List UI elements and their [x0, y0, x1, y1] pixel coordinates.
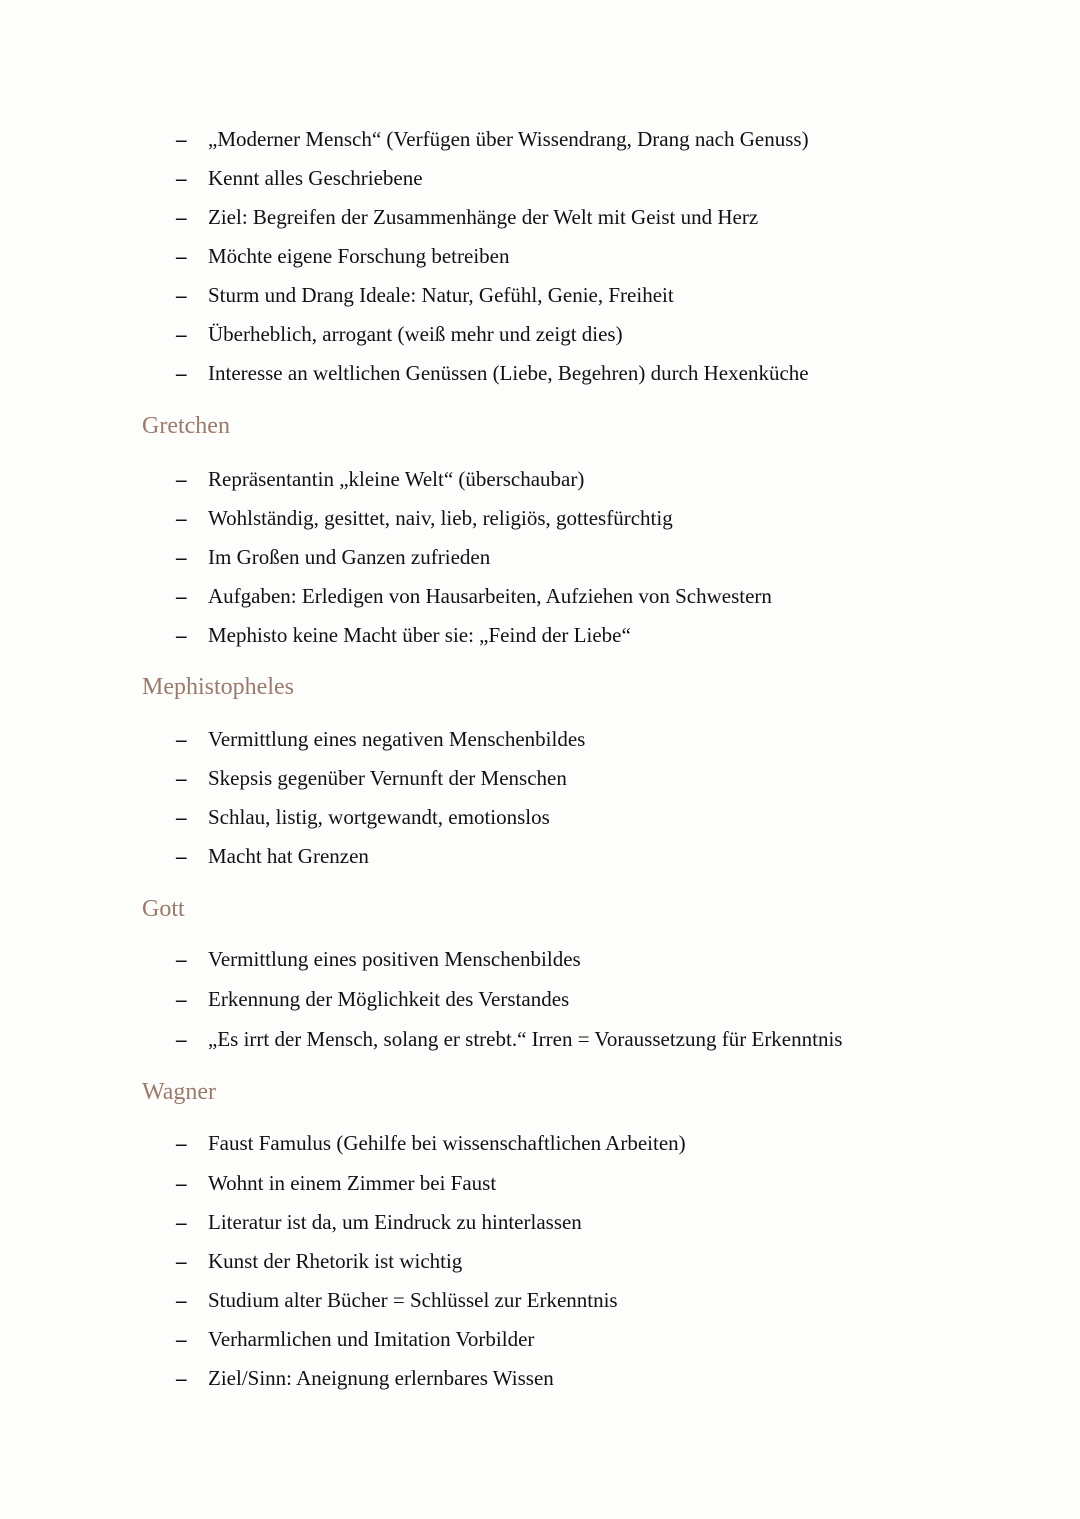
bullet-dash: – [176, 127, 187, 151]
gott-list-item [176, 944, 581, 974]
list-item-text: Repräsentantin „kleine Welt“ (überschaubar) [208, 467, 585, 491]
section-heading-gott: Gott [142, 896, 185, 922]
bullet-dash: – [176, 1288, 187, 1312]
bullet-dash: – [176, 322, 187, 346]
faust-list-item [176, 280, 674, 310]
bullet-dash: – [176, 623, 187, 647]
wagner-list-item [176, 1324, 534, 1354]
bullet-dash: – [176, 947, 187, 971]
faust-list-item [176, 163, 423, 193]
faust-list-item [176, 241, 510, 271]
list-item-text: Überheblich, arrogant (weiß mehr und zeigt dies) [208, 322, 623, 346]
list-item-text: „Es irrt der Mensch, solang er strebt.“ Irren = Voraussetzung für Erkenntnis [208, 1027, 843, 1051]
gretchen-list-item [176, 542, 490, 572]
bullet-dash: – [176, 166, 187, 190]
list-item-text: Schlau, listig, wortgewandt, emotionslos [208, 805, 550, 829]
list-item-text: Verharmlichen und Imitation Vorbilder [208, 1327, 535, 1351]
gretchen-list-item [176, 581, 772, 611]
faust-list-item [176, 202, 758, 232]
section-heading-wagner: Wagner [142, 1079, 217, 1105]
wagner-list-item [176, 1128, 686, 1158]
gott-list-item [176, 1024, 842, 1054]
bullet-dash: – [176, 1249, 187, 1273]
list-item-text: Ziel/Sinn: Aneignung erlernbares Wissen [208, 1366, 554, 1390]
list-item-text: Wohnt in einem Zimmer bei Faust [208, 1171, 497, 1195]
list-item-text: Literatur ist da, um Eindruck zu hinterlassen [208, 1210, 582, 1234]
mephistopheles-list-item [176, 763, 567, 793]
list-item-text: Kunst der Rhetorik ist wichtig [208, 1249, 463, 1273]
list-item-text: Ziel: Begreifen der Zusammenhänge der Welt mit Geist und Herz [208, 205, 759, 229]
bullet-dash: – [176, 545, 187, 569]
section-heading-gretchen: Gretchen [142, 413, 230, 439]
list-item-text: Möchte eigene Forschung betreiben [208, 244, 510, 268]
bullet-dash: – [176, 1027, 187, 1051]
list-item-text: Vermittlung eines positiven Menschenbildes [208, 947, 581, 971]
bullet-dash: – [176, 844, 187, 868]
faust-list-item [176, 124, 809, 154]
wagner-list-item [176, 1246, 462, 1276]
bullet-dash: – [176, 1210, 187, 1234]
bullet-dash: – [176, 283, 187, 307]
gretchen-list-item [176, 620, 631, 650]
mephistopheles-list-item [176, 802, 550, 832]
bullet-dash: – [176, 244, 187, 268]
bullet-dash: – [176, 506, 187, 530]
gretchen-list-item [176, 503, 673, 533]
bullet-dash: – [176, 1131, 187, 1155]
faust-list-item [176, 319, 623, 349]
list-item-text: Wohlständig, gesittet, naiv, lieb, religiös, gottesfürchtig [208, 506, 673, 530]
bullet-dash: – [176, 805, 187, 829]
list-item-text: Faust Famulus (Gehilfe bei wissenschaftlichen Arbeiten) [208, 1131, 686, 1155]
bullet-dash: – [176, 727, 187, 751]
list-item-text: Aufgaben: Erledigen von Hausarbeiten, Aufziehen von Schwestern [208, 584, 772, 608]
gretchen-list-item [176, 464, 584, 494]
list-item-text: „Moderner Mensch“ (Verfügen über Wissendrang, Drang nach Genuss) [208, 127, 809, 151]
list-item-text: Im Großen und Ganzen zufrieden [208, 545, 491, 569]
bullet-dash: – [176, 205, 187, 229]
bullet-dash: – [176, 584, 187, 608]
list-item-text: Vermittlung eines negativen Menschenbildes [208, 727, 586, 751]
gott-list-item [176, 984, 569, 1014]
mephistopheles-list-item [176, 841, 369, 871]
bullet-dash: – [176, 1171, 187, 1195]
wagner-list-item [176, 1363, 554, 1393]
mephistopheles-list-item [176, 724, 585, 754]
list-item-text: Sturm und Drang Ideale: Natur, Gefühl, Genie, Freiheit [208, 283, 674, 307]
list-item-text: Macht hat Grenzen [208, 844, 369, 868]
wagner-list-item [176, 1168, 496, 1198]
bullet-dash: – [176, 987, 187, 1011]
wagner-list-item [176, 1207, 582, 1237]
bullet-dash: – [176, 361, 187, 385]
list-item-text: Studium alter Bücher = Schlüssel zur Erkenntnis [208, 1288, 618, 1312]
list-item-text: Kennt alles Geschriebene [208, 166, 423, 190]
bullet-dash: – [176, 467, 187, 491]
section-heading-mephistopheles: Mephistopheles [142, 674, 294, 700]
list-item-text: Mephisto keine Macht über sie: „Feind der Liebe“ [208, 623, 631, 647]
bullet-dash: – [176, 766, 187, 790]
wagner-list-item [176, 1285, 618, 1315]
faust-list-item [176, 358, 809, 388]
bullet-dash: – [176, 1327, 187, 1351]
bullet-dash: – [176, 1366, 187, 1390]
list-item-text: Skepsis gegenüber Vernunft der Menschen [208, 766, 567, 790]
list-item-text: Erkennung der Möglichkeit des Verstandes [208, 987, 570, 1011]
list-item-text: Interesse an weltlichen Genüssen (Liebe, Begehren) durch Hexenküche [208, 361, 809, 385]
